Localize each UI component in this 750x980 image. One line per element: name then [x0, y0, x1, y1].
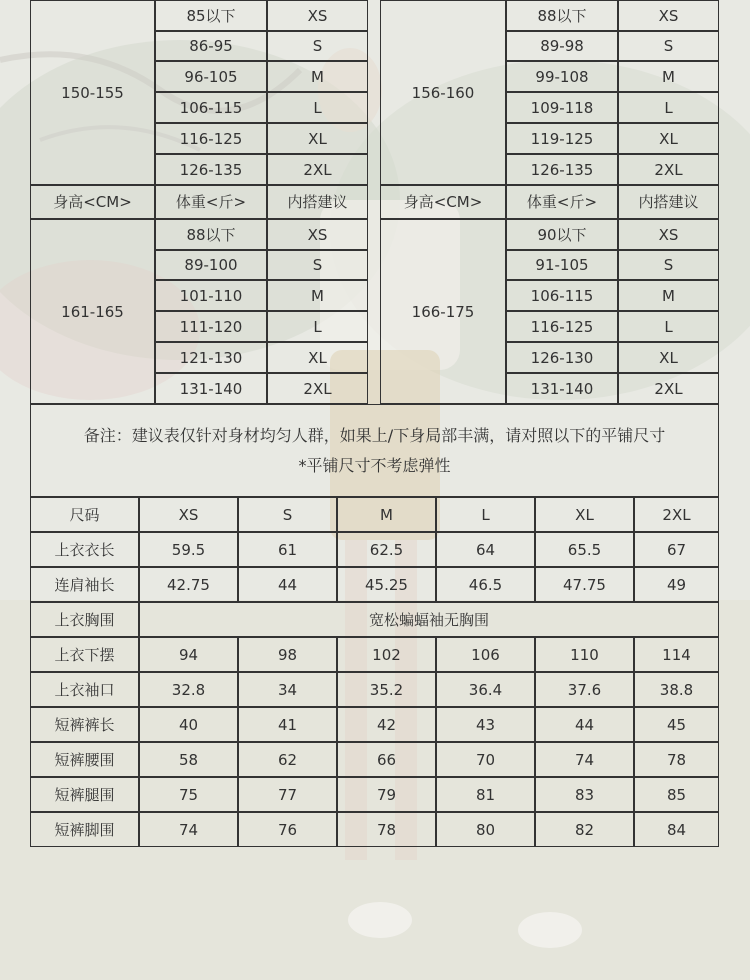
- weight-range-cell: 96-105: [155, 61, 267, 92]
- measurement-label: 短裤裤长: [30, 707, 139, 742]
- header-size: 内搭建议: [267, 185, 368, 219]
- measurement-value: 64: [436, 532, 535, 567]
- size-cell: L: [267, 92, 368, 123]
- measurement-value: 61: [238, 532, 337, 567]
- size-cell: 2XL: [267, 154, 368, 185]
- header-weight: 体重<斤>: [155, 185, 267, 219]
- measurement-label: 上衣袖口: [30, 672, 139, 707]
- size-cell: 2XL: [618, 373, 719, 404]
- measurement-value: 58: [139, 742, 238, 777]
- measurement-value: 46.5: [436, 567, 535, 602]
- measurement-value: 77: [238, 777, 337, 812]
- size-header-cell: XL: [535, 497, 634, 532]
- measurement-value: 106: [436, 637, 535, 672]
- measurement-value: 79: [337, 777, 436, 812]
- measurement-label: 短裤腰围: [30, 742, 139, 777]
- height-range-cell: 166-175: [380, 219, 506, 404]
- height-range-cell: 161-165: [30, 219, 155, 404]
- weight-range-cell: 86-95: [155, 31, 267, 61]
- weight-range-cell: 90以下: [506, 219, 618, 250]
- measurement-value: 98: [238, 637, 337, 672]
- header-weight: 体重<斤>: [506, 185, 618, 219]
- size-cell: XS: [618, 0, 719, 31]
- measurement-value: 45: [634, 707, 719, 742]
- measurement-value: 84: [634, 812, 719, 847]
- size-header-cell: S: [238, 497, 337, 532]
- size-cell: L: [267, 311, 368, 342]
- measurement-label: 上衣胸围: [30, 602, 139, 637]
- size-cell: XL: [267, 342, 368, 373]
- note-line2: *平铺尺寸不考虑弹性: [298, 455, 451, 475]
- weight-range-cell: 116-125: [155, 123, 267, 154]
- weight-range-cell: 131-140: [506, 373, 618, 404]
- weight-range-cell: 89-100: [155, 250, 267, 280]
- measurement-value: 35.2: [337, 672, 436, 707]
- measurement-value: 34: [238, 672, 337, 707]
- weight-range-cell: 106-115: [155, 92, 267, 123]
- measurement-value: 42.75: [139, 567, 238, 602]
- note-line1: 备注：建议表仅针对身材均匀人群，如果上/下身局部丰满，请对照以下的平铺尺寸: [83, 425, 666, 445]
- size-header-label: 尺码: [30, 497, 139, 532]
- size-cell: L: [618, 92, 719, 123]
- weight-range-cell: 109-118: [506, 92, 618, 123]
- measurement-value: 102: [337, 637, 436, 672]
- weight-range-cell: 85以下: [155, 0, 267, 31]
- measurement-value: 67: [634, 532, 719, 567]
- measurement-value: 78: [634, 742, 719, 777]
- measurement-value: 43: [436, 707, 535, 742]
- measurement-label: 短裤脚围: [30, 812, 139, 847]
- measurement-value: 36.4: [436, 672, 535, 707]
- size-cell: M: [267, 61, 368, 92]
- measurement-value: 94: [139, 637, 238, 672]
- measurement-value: 83: [535, 777, 634, 812]
- header-size: 内搭建议: [618, 185, 719, 219]
- measurement-label: 短裤腿围: [30, 777, 139, 812]
- size-cell: M: [618, 280, 719, 311]
- measurement-label: 上衣衣长: [30, 532, 139, 567]
- measurement-value: 59.5: [139, 532, 238, 567]
- measurement-value: 70: [436, 742, 535, 777]
- measurement-value: 32.8: [139, 672, 238, 707]
- measurement-value: 85: [634, 777, 719, 812]
- weight-range-cell: 119-125: [506, 123, 618, 154]
- header-height: 身高<CM>: [30, 185, 155, 219]
- weight-range-cell: 89-98: [506, 31, 618, 61]
- size-cell: M: [267, 280, 368, 311]
- measurement-value: 38.8: [634, 672, 719, 707]
- measurement-value: 75: [139, 777, 238, 812]
- weight-range-cell: 91-105: [506, 250, 618, 280]
- measurement-value: 62.5: [337, 532, 436, 567]
- size-cell: 2XL: [267, 373, 368, 404]
- measurement-value: 49: [634, 567, 719, 602]
- measurement-value: 44: [238, 567, 337, 602]
- size-header-cell: XS: [139, 497, 238, 532]
- size-cell: 2XL: [618, 154, 719, 185]
- measurement-value: 37.6: [535, 672, 634, 707]
- weight-range-cell: 88以下: [506, 0, 618, 31]
- measurement-value: 41: [238, 707, 337, 742]
- height-range-cell: 150-155: [30, 0, 155, 185]
- measurement-value: 78: [337, 812, 436, 847]
- measurement-value: 65.5: [535, 532, 634, 567]
- weight-range-cell: 88以下: [155, 219, 267, 250]
- header-height: 身高<CM>: [380, 185, 506, 219]
- weight-range-cell: 101-110: [155, 280, 267, 311]
- measurement-value: 47.75: [535, 567, 634, 602]
- weight-range-cell: 106-115: [506, 280, 618, 311]
- size-cell: XS: [267, 0, 368, 31]
- height-range-cell: 156-160: [380, 0, 506, 185]
- size-cell: XS: [267, 219, 368, 250]
- measurement-value: 45.25: [337, 567, 436, 602]
- measurement-value: 62: [238, 742, 337, 777]
- size-cell: S: [618, 31, 719, 61]
- measurement-value: 44: [535, 707, 634, 742]
- weight-range-cell: 126-135: [155, 154, 267, 185]
- measurement-value: 40: [139, 707, 238, 742]
- size-cell: S: [618, 250, 719, 280]
- weight-range-cell: 116-125: [506, 311, 618, 342]
- measurement-value: 81: [436, 777, 535, 812]
- weight-range-cell: 121-130: [155, 342, 267, 373]
- size-header-cell: L: [436, 497, 535, 532]
- measurement-value: 82: [535, 812, 634, 847]
- size-header-cell: 2XL: [634, 497, 719, 532]
- weight-range-cell: 126-130: [506, 342, 618, 373]
- measurement-value: 74: [139, 812, 238, 847]
- measurement-value: 110: [535, 637, 634, 672]
- size-note: [30, 404, 719, 497]
- weight-range-cell: 111-120: [155, 311, 267, 342]
- size-cell: S: [267, 250, 368, 280]
- weight-range-cell: 126-135: [506, 154, 618, 185]
- weight-range-cell: 99-108: [506, 61, 618, 92]
- size-cell: L: [618, 311, 719, 342]
- measurement-value: 74: [535, 742, 634, 777]
- measurement-value: 80: [436, 812, 535, 847]
- measurement-value: 114: [634, 637, 719, 672]
- measurement-value: 76: [238, 812, 337, 847]
- measurement-label: 连肩袖长: [30, 567, 139, 602]
- measurement-merged-note: 宽松蝙蝠袖无胸围: [139, 602, 719, 637]
- size-header-cell: M: [337, 497, 436, 532]
- measurement-label: 上衣下摆: [30, 637, 139, 672]
- size-cell: XS: [618, 219, 719, 250]
- measurement-value: 42: [337, 707, 436, 742]
- size-cell: M: [618, 61, 719, 92]
- weight-range-cell: 131-140: [155, 373, 267, 404]
- size-cell: XL: [267, 123, 368, 154]
- size-cell: XL: [618, 123, 719, 154]
- size-cell: XL: [618, 342, 719, 373]
- size-cell: S: [267, 31, 368, 61]
- measurement-value: 66: [337, 742, 436, 777]
